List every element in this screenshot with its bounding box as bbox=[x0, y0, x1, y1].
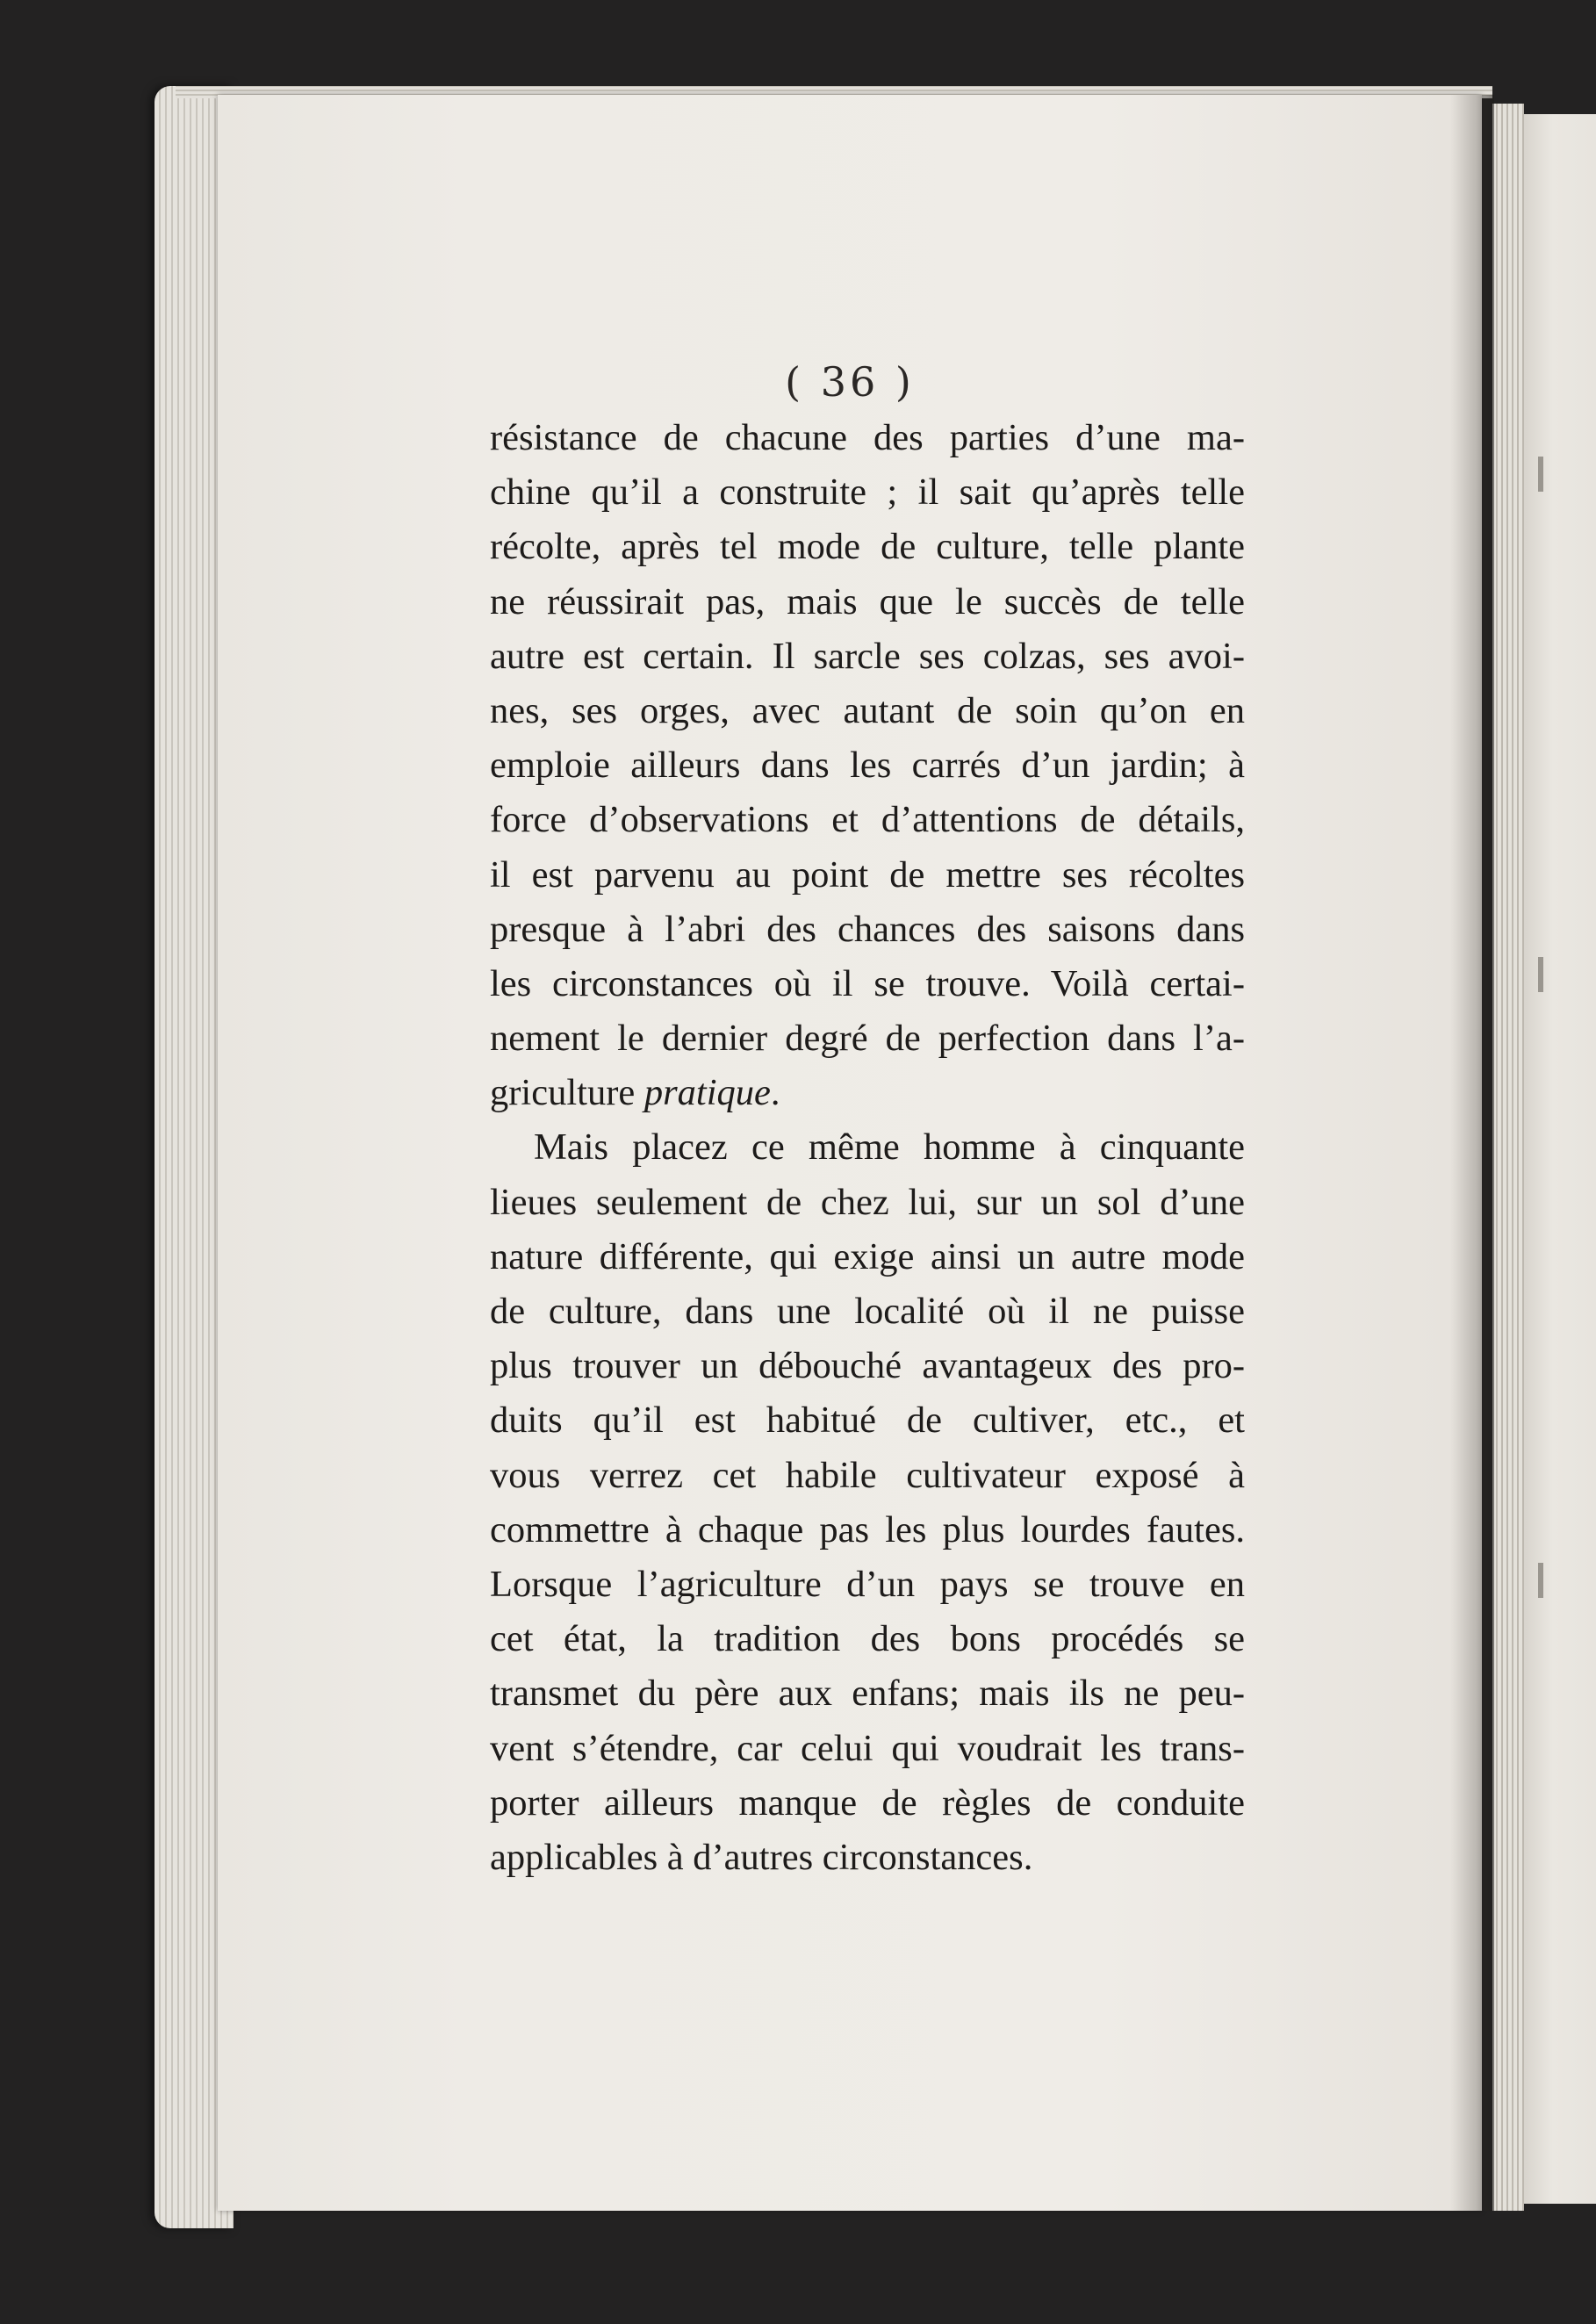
text-line: presque à l’abri des chances des saisons dans bbox=[490, 908, 1245, 950]
text-line bbox=[490, 1066, 1245, 1120]
text-line: les circonstances où il se trouve. Voilà certai- bbox=[490, 962, 1245, 1004]
facing-page-edge bbox=[1524, 114, 1596, 2204]
text-line: chine qu’il a construite ; il sait qu’après telle bbox=[490, 471, 1245, 514]
text-line: nature différente, qui exige ainsi un autre mode bbox=[490, 1235, 1245, 1277]
edge-mark bbox=[1538, 457, 1543, 492]
text-line: duits qu’il est habitué de cultiver, etc., et bbox=[490, 1399, 1245, 1442]
text-line: ne réussirait pas, mais que le succès de telle bbox=[490, 580, 1245, 622]
text-line: résistance de chacune des parties d’une ma- bbox=[490, 417, 1245, 458]
edge-mark bbox=[1538, 1563, 1543, 1598]
text-line: cet état, la tradition des bons procédés se bbox=[490, 1618, 1245, 1660]
text-line: commettre à chaque pas les plus lourdes fautes. bbox=[490, 1508, 1245, 1551]
page-body-text bbox=[490, 411, 1245, 1885]
book-page bbox=[218, 95, 1482, 2211]
edge-mark bbox=[1538, 957, 1543, 992]
text-line: transmet du père aux enfans; mais ils ne peu- bbox=[490, 1673, 1245, 1715]
text-line: porter ailleurs manque de règles de conduite bbox=[490, 1781, 1245, 1824]
page-edge-stack-spine bbox=[1492, 104, 1524, 2211]
text-line: il est parvenu au point de mettre ses récoltes bbox=[490, 853, 1245, 896]
text-line: nes, ses orges, avec autant de soin qu’on en bbox=[490, 689, 1245, 731]
text-line-prefix: griculture bbox=[490, 1072, 644, 1114]
text-line: emploie ailleurs dans les carrés d’un jardin; à bbox=[490, 745, 1245, 787]
text-line: de culture, dans une localité où il ne puisse bbox=[490, 1291, 1245, 1332]
text-line: force d’observations et d’attentions de détails, bbox=[490, 799, 1245, 841]
text-line: applicables à d’autres circonstances. bbox=[490, 1836, 1033, 1878]
text-line: Lorsque l’agriculture d’un pays se trouve en bbox=[490, 1563, 1245, 1605]
text-line: récolte, après tel mode de culture, telle plante bbox=[490, 526, 1245, 568]
text-line: Mais placez ce même homme à cinquante bbox=[534, 1126, 1245, 1169]
text-line: vous verrez cet habile cultivateur exposé à bbox=[490, 1454, 1245, 1496]
text-line: lieues seulement de chez lui, sur un sol d’une bbox=[490, 1181, 1245, 1223]
text-line: plus trouver un débouché avantageux des pro- bbox=[490, 1345, 1245, 1387]
text-line: vent s’étendre, car celui qui voudrait les trans- bbox=[490, 1727, 1245, 1769]
page-number: ( 36 ) bbox=[785, 358, 915, 406]
text-line: autre est certain. Il sarcle ses colzas, ses avoi- bbox=[490, 635, 1245, 677]
text-line: nement le dernier degré de perfection dans l’a- bbox=[490, 1018, 1245, 1060]
italic-word: pratique bbox=[643, 1072, 771, 1114]
gutter-shadow bbox=[1450, 95, 1494, 2211]
text-line-suffix: . bbox=[770, 1072, 780, 1114]
